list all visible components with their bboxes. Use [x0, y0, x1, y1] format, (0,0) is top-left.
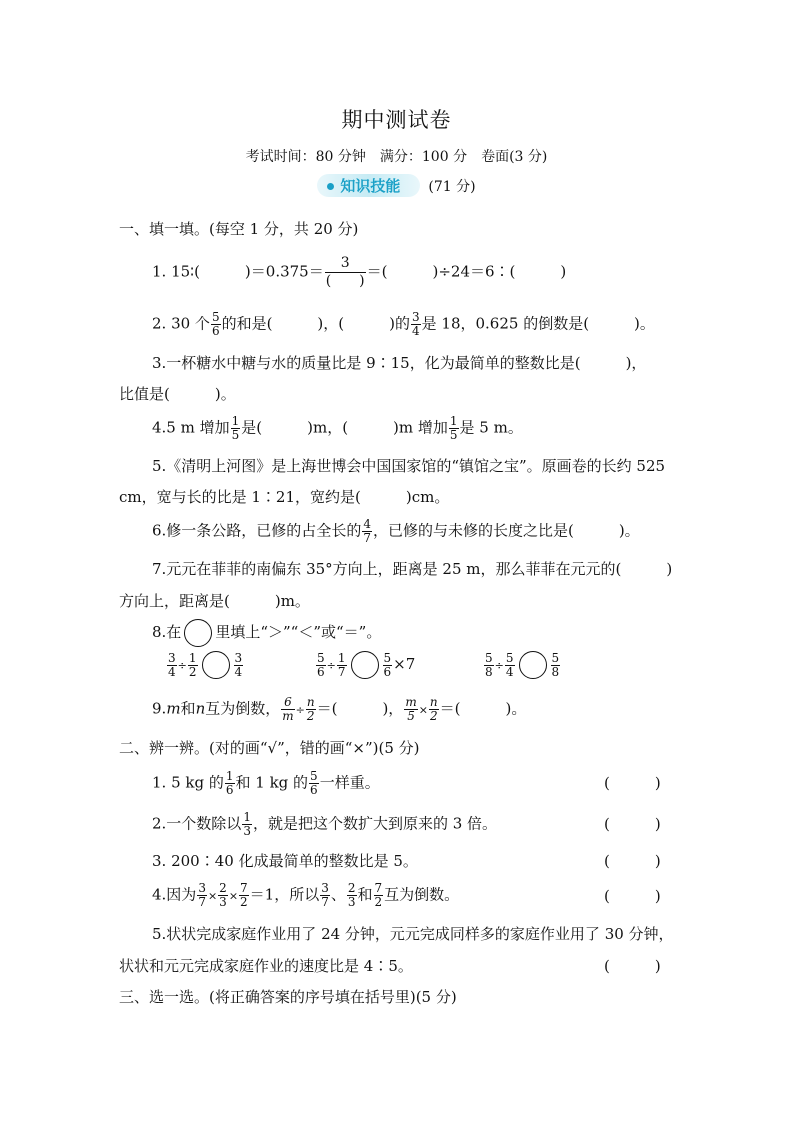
answer-circle-icon[interactable] [519, 651, 547, 679]
q8-2-op: ÷ [326, 659, 336, 672]
q1-text-b: ＝( )÷24＝6∶( ) [366, 262, 567, 281]
question-2-2 [152, 811, 497, 838]
p2q2-text-a: 2.一个数除以 [152, 814, 242, 833]
q8-3-op: ÷ [494, 659, 504, 672]
q4-f2-den: 5 [449, 428, 458, 442]
q8-2-f1-num: 5 [317, 650, 325, 665]
q8-1-f1-num: 3 [168, 650, 176, 665]
q9-f3-den: 5 [407, 709, 415, 723]
p2q1-text-a: 1. 5 kg 的 [152, 773, 224, 792]
question-2-5-line2: 状状和元元完成家庭作业的速度比是 4∶5。 [119, 957, 413, 975]
q2-text-c: 是 18，0.625 的倒数是( )。 [421, 314, 655, 333]
q8-1-r-den: 4 [234, 664, 243, 679]
p2q1-f2-num: 5 [310, 769, 318, 783]
answer-circle-icon [184, 619, 212, 647]
p2q2-num: 1 [243, 810, 251, 824]
q8-2-f2 [337, 652, 347, 679]
p2q4-f4-den: 7 [321, 895, 329, 909]
p2q4-f2-den: 3 [219, 895, 227, 909]
p2q4-op2: × [228, 889, 239, 903]
q2-f1-den: 6 [211, 324, 220, 338]
q8-2-tail: ×7 [393, 655, 416, 673]
p2q4-f3-num: 7 [240, 881, 248, 895]
p2q2-den: 3 [243, 824, 251, 838]
question-1-4 [152, 415, 523, 442]
q2-f1-num: 5 [211, 310, 220, 324]
p2q1-fraction-1 [225, 770, 235, 797]
q8-1-r-num: 3 [234, 650, 243, 665]
p2q2-fraction [242, 811, 252, 838]
p2q2-text-b: ，就是把这个数扩大到原来的 3 倍。 [252, 814, 498, 833]
answer-paren[interactable]: ( ) [604, 815, 661, 833]
p2q1-f1-num: 1 [225, 769, 234, 783]
q9-text-b: 和 [180, 699, 196, 718]
q9-f1-num: 6 [281, 696, 294, 710]
p2q4-fraction-5 [347, 882, 357, 909]
q4-text-a: 4.5 m 增加 [152, 418, 230, 437]
q4-f1-num: 1 [231, 414, 240, 428]
p2q1-text-b: 和 1 kg 的 [235, 773, 309, 792]
q2-f2-den: 4 [412, 324, 420, 338]
p2q4-text-b: ＝1，所以 [249, 885, 320, 904]
q2-text-b: 的和是( )，( )的 [221, 314, 410, 333]
q1-fraction-num: 3 [325, 255, 366, 273]
question-1-8 [152, 619, 381, 647]
q6-fraction [362, 518, 372, 545]
q9-text-c: 互为倒数， [205, 699, 281, 718]
p2q4-text-e: 互为倒数。 [384, 885, 460, 904]
section-points: (71 分) [428, 178, 476, 195]
p2q4-f2-num: 2 [219, 881, 227, 895]
q9-op2: × [418, 703, 428, 717]
question-1-6 [152, 518, 640, 545]
q4-text-c: 是 5 m。 [459, 418, 523, 437]
q8-3-f1 [484, 652, 494, 679]
answer-circle-icon[interactable] [202, 651, 230, 679]
question-2-3: 3. 200∶40 化成最简单的整数比是 5。 [152, 852, 418, 870]
question-1-3-line2: 比值是( )。 [119, 385, 236, 403]
q9-text-e: ＝( )。 [439, 699, 527, 718]
section-banner [0, 174, 793, 197]
q8-3-r-num: 5 [551, 650, 560, 665]
q8-3-f1-den: 8 [485, 664, 493, 679]
q8-1-f1-den: 4 [168, 664, 176, 679]
question-1-5-line1: 5.《清明上河图》是上海世博会中国国家馆的“镇馆之宝”。原画卷的长约 525 [152, 457, 666, 475]
question-1-2 [152, 311, 655, 338]
bullet-icon [327, 183, 334, 190]
q8-2-r-den: 6 [383, 664, 392, 679]
q9-var-m: m [166, 699, 181, 718]
q8-text-a: 8.在 [152, 623, 182, 641]
q4-fraction-2 [449, 415, 459, 442]
q8-2-f2-den: 7 [337, 664, 346, 679]
p2q4-f3-den: 2 [240, 895, 248, 909]
p2q1-text-c: 一样重。 [319, 773, 380, 792]
p2q4-f6-den: 2 [374, 895, 383, 909]
p2q4-f5-den: 3 [347, 895, 356, 909]
p2q4-fraction-6 [374, 882, 384, 909]
p2q4-f4-num: 3 [321, 881, 329, 895]
q8-1-f2-den: 2 [188, 664, 197, 679]
q9-text-a: 9. [152, 699, 167, 718]
q9-op1: ÷ [295, 703, 305, 717]
q1-fraction [325, 255, 366, 290]
answer-paren[interactable]: ( ) [604, 852, 661, 870]
question-1-3-line1: 3.一杯糖水中糖与水的质量比是 9∶15，化为最简单的整数比是( )， [152, 354, 647, 372]
q4-fraction-1 [231, 415, 241, 442]
page-title: 期中测试卷 [341, 108, 452, 132]
q9-text-d: ＝( )， [316, 699, 404, 718]
q8-3-f1-num: 5 [485, 650, 493, 665]
answer-paren[interactable]: ( ) [604, 774, 661, 792]
q9-fraction-3 [404, 696, 417, 723]
q1-fraction-den: ( ) [325, 273, 365, 289]
p2q4-f1-den: 7 [198, 895, 206, 909]
q6-text-a: 6.修一条公路，已修的占全长的 [152, 521, 362, 540]
q8-2-f2-num: 1 [337, 650, 346, 665]
question-1-7-line2: 方向上，距离是( )m。 [119, 592, 310, 610]
q4-f1-den: 5 [231, 428, 240, 442]
q8-3-f2 [505, 652, 515, 679]
p2q4-text-c: 、 [330, 885, 346, 904]
part1-heading: 一、填一填。(每空 1 分，共 20 分) [119, 220, 359, 238]
question-2-5-line1: 5.状状完成家庭作业用了 24 分钟，元元完成同样多的家庭作业用了 30 分钟， [152, 925, 674, 943]
q4-f2-num: 1 [449, 414, 458, 428]
q8-3-r-den: 8 [551, 664, 560, 679]
exam-info: 考试时间：80 分钟 满分：100 分 卷面(3 分) [245, 149, 548, 165]
q2-fraction-2 [411, 311, 421, 338]
answer-circle-icon[interactable] [351, 651, 379, 679]
q6-den: 7 [363, 531, 371, 545]
q6-num: 4 [363, 517, 371, 531]
question-1-7-line1: 7.元元在菲菲的南偏东 35°方向上，距离是 25 m，那么菲菲在元元的( ) [152, 560, 673, 578]
part3-heading: 三、选一选。(将正确答案的序号填在括号里)(5 分) [119, 988, 457, 1006]
q8-item-3 [483, 651, 561, 679]
q8-1-f2-num: 1 [188, 650, 197, 665]
q8-3-f2-den: 4 [505, 664, 514, 679]
q9-f2-den: 2 [306, 709, 315, 723]
p2q1-fraction-2 [309, 770, 319, 797]
p2q4-fraction-2 [218, 882, 228, 909]
q8-3-r [551, 652, 561, 679]
p2q1-f1-den: 6 [225, 783, 234, 797]
question-1-1 [152, 255, 566, 290]
q8-2-r-num: 5 [383, 650, 392, 665]
q8-item-2 [315, 651, 415, 679]
q2-f2-num: 3 [412, 310, 420, 324]
p2q4-f6-num: 7 [374, 881, 383, 895]
q8-1-r [234, 652, 244, 679]
q9-var-n: n [195, 699, 206, 718]
p2q4-text-a: 4.因为 [152, 885, 197, 904]
question-2-4 [152, 882, 459, 909]
section-badge-label: 知识技能 [340, 177, 401, 195]
p2q4-fraction-1 [197, 882, 207, 909]
q9-fraction-4 [429, 696, 439, 723]
p2q4-op1: × [207, 889, 218, 903]
p2q4-fraction-3 [239, 882, 249, 909]
p2q4-fraction-4 [320, 882, 330, 909]
question-2-1 [152, 770, 380, 797]
p2q4-f1-num: 3 [198, 881, 206, 895]
q8-3-f2-num: 5 [505, 650, 514, 665]
q2-fraction-1 [211, 311, 221, 338]
q9-f2-num: n [306, 695, 315, 709]
part2-heading: 二、辨一辨。(对的画“√”，错的画“×”)(5 分) [119, 739, 420, 757]
q6-text-b: ，已修的与未修的长度之比是( )。 [372, 521, 640, 540]
q8-1-f2 [188, 652, 198, 679]
q2-text-a: 2. 30 个 [152, 314, 210, 333]
section-badge [317, 174, 420, 197]
q1-text-a: 1. 15∶( )＝0.375＝ [152, 262, 324, 281]
q4-text-b: 是( )m，( )m 增加 [241, 418, 448, 437]
q8-2-f1-den: 6 [317, 664, 325, 679]
answer-paren[interactable]: ( ) [604, 957, 661, 975]
q9-f3-num: m [405, 695, 417, 709]
question-1-9 [152, 696, 526, 723]
q8-1-op: ÷ [177, 659, 187, 672]
q9-f4-num: n [429, 695, 438, 709]
p2q4-text-d: 和 [357, 885, 373, 904]
q8-item-1 [166, 651, 244, 679]
q9-fraction-2 [306, 696, 316, 723]
q9-f1-den: m [282, 709, 294, 723]
p2q4-f5-num: 2 [347, 881, 356, 895]
q8-2-r [383, 652, 393, 679]
answer-paren[interactable]: ( ) [604, 887, 661, 905]
q9-fraction-1 [281, 696, 294, 723]
q8-2-f1 [316, 652, 326, 679]
q8-1-f1 [167, 652, 177, 679]
q9-f4-den: 2 [429, 709, 438, 723]
p2q1-f2-den: 6 [310, 783, 318, 797]
question-1-5-line2: cm，宽与长的比是 1∶21，宽约是( )cm。 [119, 488, 450, 506]
q8-text-b: 里填上“＞”“＜”或“＝”。 [215, 623, 382, 641]
